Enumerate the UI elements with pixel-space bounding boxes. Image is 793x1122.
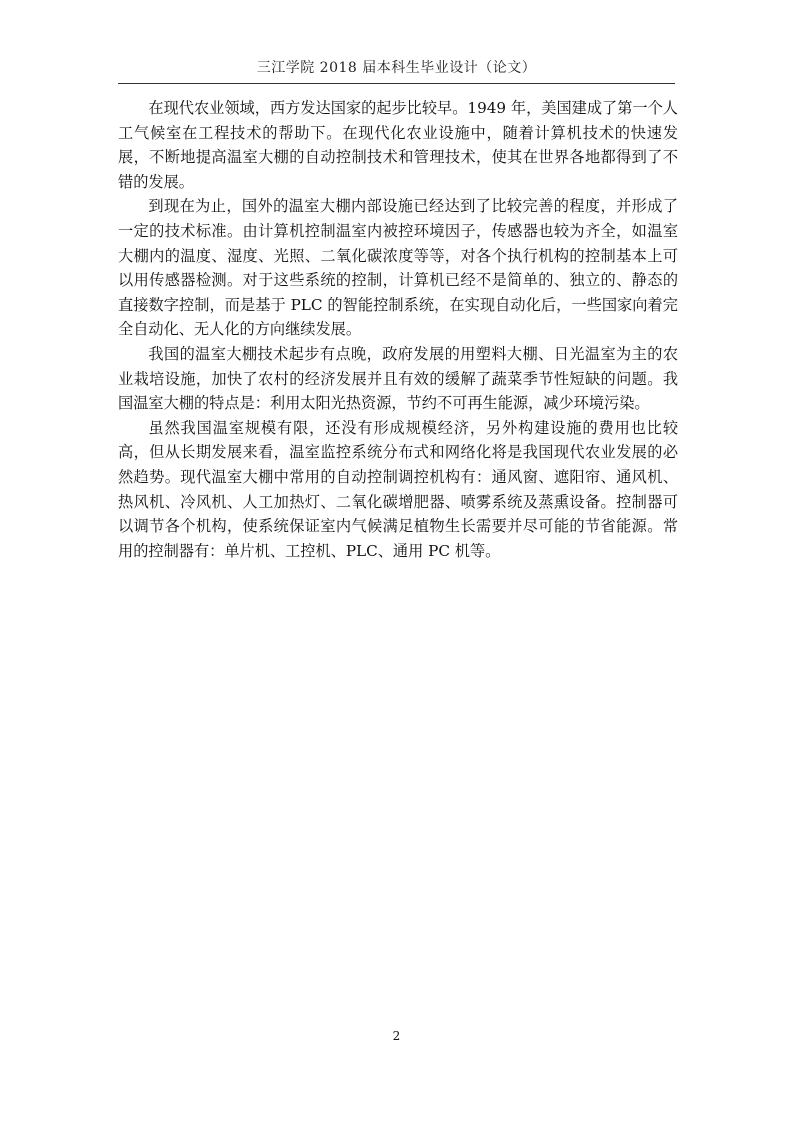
page-header: 三江学院 2018 届本科生毕业设计（论文）	[256, 60, 537, 76]
paragraph-4: 虽然我国温室规模有限，还没有形成规模经济，另外构建设施的费用也比较高，但从长期发展来看，温室监控系统分布式和网络化将是我国现代农业发展的必然趋势。现代温室大棚中常用的自动控制调控机构有：通风窗、遮阳帘、通风机、热风机、冷风机、人工加热灯、二氧化碳增肥器、喷雾系统及蒸熏设备。控制器可以调节各个机构，使系统保证室内气候满足植物生长需要并尽可能的节省能源。常用的控制器有：单片机、工控机、PLC、通用 PC 机等。	[118, 418, 678, 560]
paragraph-3: 我国的温室大棚技术起步有点晚，政府发展的用塑料大棚、日光温室为主的农业栽培设施，加快了农村的经济发展并且有效的缓解了蔬菜季节性短缺的问题。我国温室大棚的特点是：利用太阳光热资源，节约不可再生能源，减少环境污染。	[118, 344, 678, 413]
paragraph-2: 到现在为止，国外的温室大棚内部设施已经达到了比较完善的程度，并形成了一定的技术标准。由计算机控制温室内被控环境因子，传感器也较为齐全，如温室大棚内的温度、湿度、光照、二氧化碳浓度等等，对各个执行机构的控制基本上可以用传感器检测。对于这些系统的控制，计算机已经不是简单的、独立的、静态的直接数字控制，而是基于 PLC 的智能控制系统，在实现自动化后，一些国家向着完全自动化、无人化的方向继续发展。	[118, 197, 678, 339]
paragraph-1: 在现代农业领域，西方发达国家的起步比较早。1949 年，美国建成了第一个人工气候室在工程技术的帮助下。在现代化农业设施中，随着计算机技术的快速发展，不断地提高温室大棚的自动控制技术和管理技术，使其在世界各地都得到了不错的发展。	[118, 99, 678, 191]
page-number: 2	[392, 1029, 401, 1043]
header-divider	[118, 83, 675, 84]
body-text	[118, 96, 678, 563]
